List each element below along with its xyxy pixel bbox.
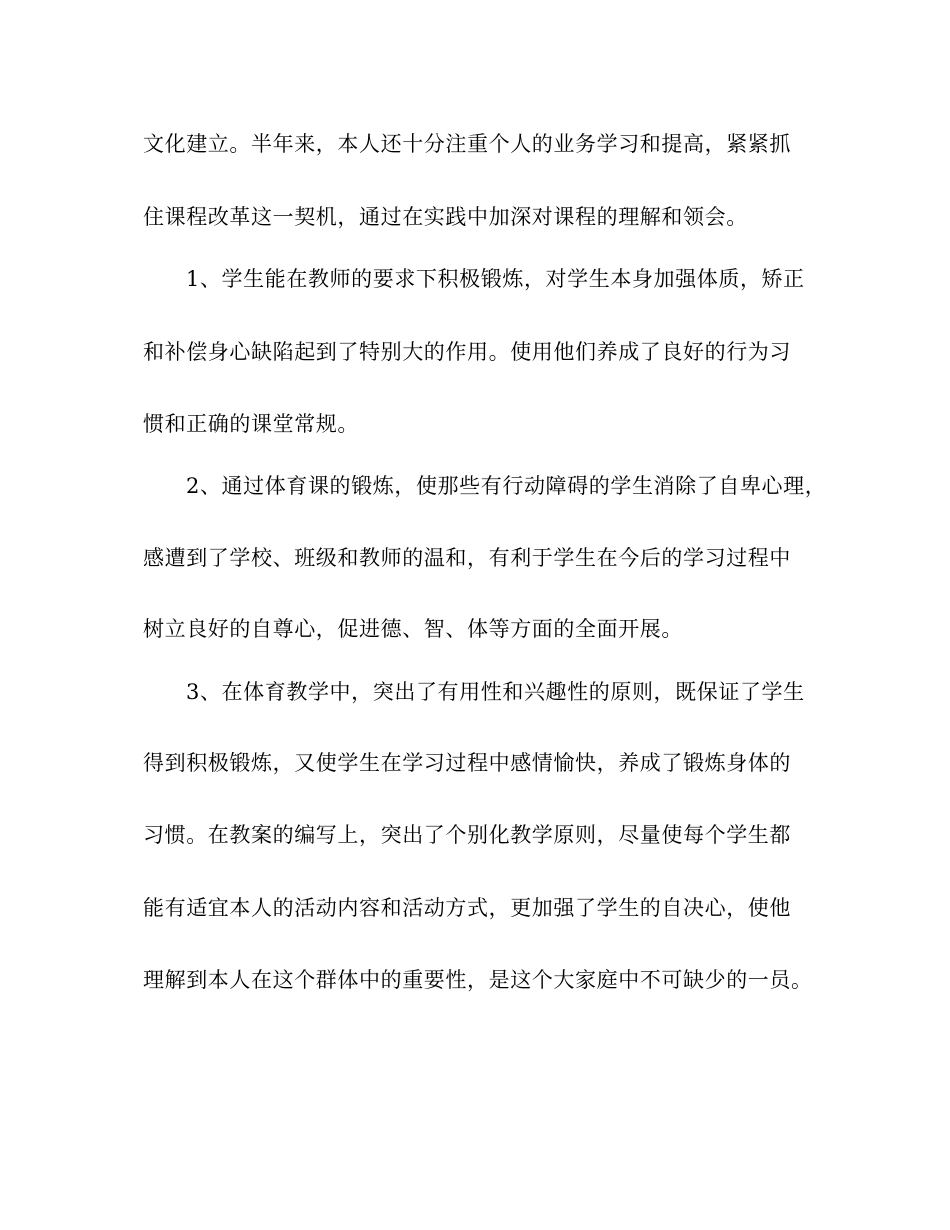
paragraph-2-start: 2、通过体育课的锻炼，使那些有行动障碍的学生消除了自卑心理， bbox=[186, 474, 827, 498]
text-line: 习惯。在教案的编写上，突出了个别化教学原则，尽量使每个学生都 bbox=[143, 823, 791, 847]
paragraph-1-start: 1、学生能在教师的要求下积极锻炼，对学生本身加强体质，矫正 bbox=[186, 267, 805, 291]
text-line: 能有适宜本人的活动内容和活动方式，更加强了学生的自决心，使他 bbox=[143, 896, 791, 920]
text-line: 文化建立。半年来，本人还十分注重个人的业务学习和提高，紧紧抓 bbox=[143, 132, 791, 156]
text-line: 住课程改革这一契机，通过在实践中加深对课程的理解和领会。 bbox=[143, 205, 748, 229]
text-line: 得到积极锻炼，又使学生在学习过程中感情愉快，养成了锻炼身体的 bbox=[143, 751, 791, 775]
text-line: 感遭到了学校、班级和教师的温和，有利于学生在今后的学习过程中 bbox=[143, 546, 791, 570]
text-line: 和补偿身心缺陷起到了特别大的作用。使用他们养成了良好的行为习 bbox=[143, 340, 791, 364]
text-line: 惯和正确的课堂常规。 bbox=[143, 412, 359, 436]
paragraph-3-start: 3、在体育教学中，突出了有用性和兴趣性的原则，既保证了学生 bbox=[186, 680, 805, 704]
text-line: 树立良好的自尊心，促进德、智、体等方面的全面开展。 bbox=[143, 617, 683, 641]
text-line: 理解到本人在这个群体中的重要性，是这个大家庭中不可缺少的一员。 bbox=[143, 968, 813, 992]
